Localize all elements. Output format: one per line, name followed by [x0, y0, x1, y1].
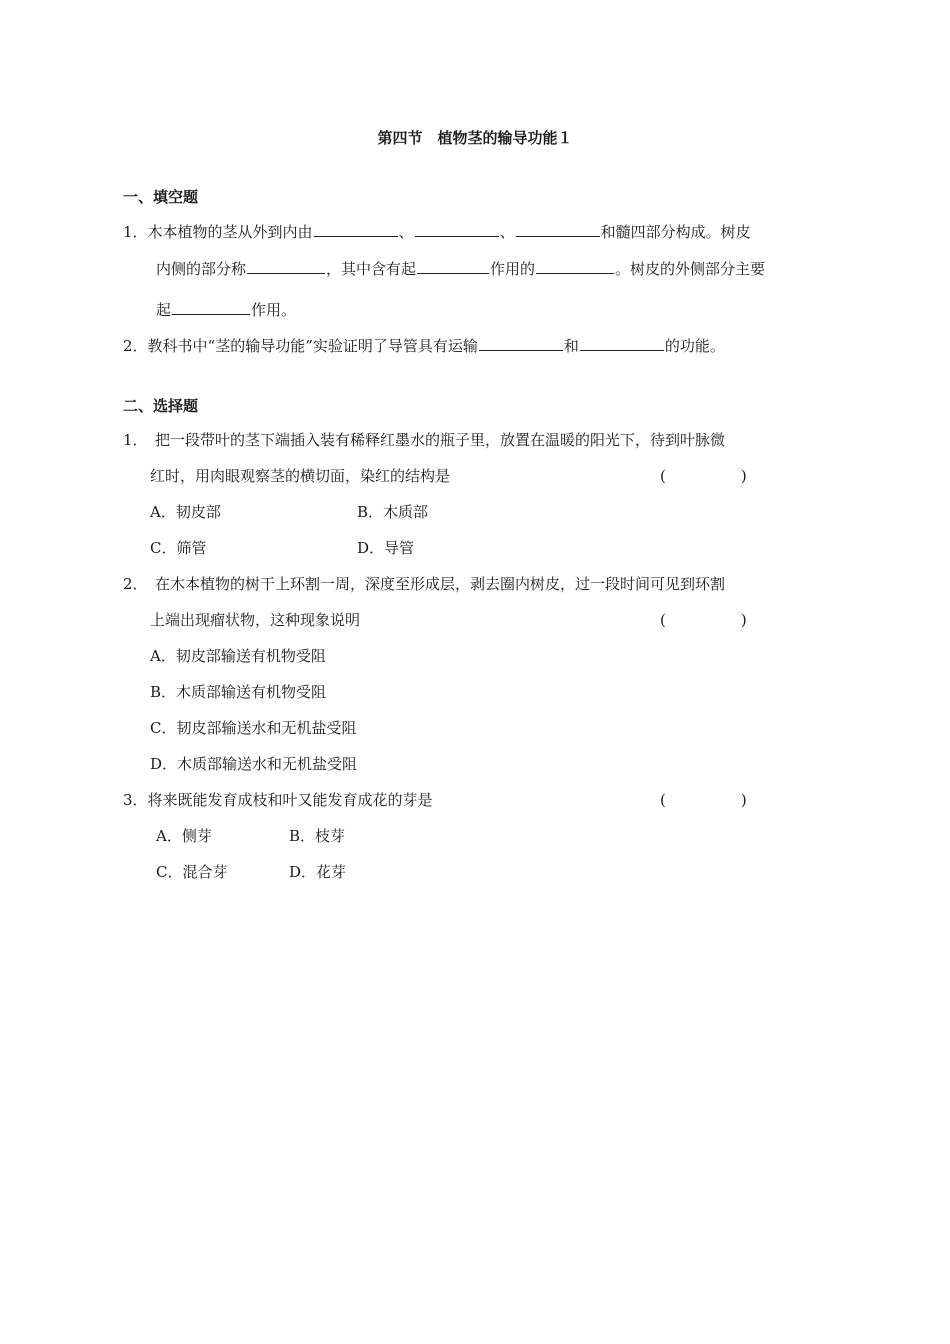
- mc-q3-option-c[interactable]: C．混合芽: [156, 863, 228, 881]
- fill-q1-text: 1．木本植物的茎从外到内由: [123, 223, 313, 241]
- mc-q1-option-c[interactable]: C．筛管: [150, 539, 207, 557]
- answer-blank[interactable]: [516, 220, 600, 237]
- section-heading-fill-blank: 一、填空题: [123, 188, 199, 206]
- fill-q2-line: [123, 334, 725, 356]
- fill-q1-text: 作用。: [251, 301, 297, 319]
- mc-q2-option-b[interactable]: B．木质部输送有机物受阻: [150, 683, 327, 701]
- section-heading-multiple-choice: 二、选择题: [123, 397, 199, 415]
- mc-q1-option-b[interactable]: B．木质部: [357, 503, 429, 521]
- answer-blank[interactable]: [172, 298, 250, 315]
- fill-q1-text: 作用的: [490, 260, 536, 278]
- separator: 、: [499, 223, 515, 241]
- mc-q1-line2: 红时，用肉眼观察茎的横切面，染红的结构是: [150, 467, 451, 485]
- mc-q1-option-d[interactable]: D．导管: [357, 539, 415, 557]
- fill-q1-text: 起: [156, 301, 172, 319]
- fill-q2-text: 和: [563, 337, 579, 355]
- answer-blank[interactable]: [536, 257, 614, 274]
- mc-q2-answer-paren[interactable]: ( ): [660, 611, 747, 629]
- mc-q3-option-a[interactable]: A．侧芽: [156, 827, 212, 845]
- answer-blank[interactable]: [417, 257, 489, 274]
- answer-blank[interactable]: [314, 220, 398, 237]
- fill-q1-text: ，其中含有起: [326, 260, 417, 278]
- answer-blank[interactable]: [580, 334, 664, 351]
- mc-q1-line1: 1． 把一段带叶的茎下端插入装有稀释红墨水的瓶子里，放置在温暖的阳光下，待到叶脉微: [123, 431, 726, 449]
- page-title: 第四节 植物茎的输导功能１: [377, 129, 573, 147]
- mc-q3-option-d[interactable]: D．花芽: [289, 863, 347, 881]
- fill-q1-line3: [156, 298, 296, 320]
- fill-q1-text: 内侧的部分称: [156, 260, 247, 278]
- fill-q2-text: 的功能。: [664, 337, 725, 355]
- separator: 、: [398, 223, 414, 241]
- mc-q3-answer-paren[interactable]: ( ): [660, 791, 747, 809]
- mc-q3-line1: 3．将来既能发育成枝和叶又能发育成花的芽是: [123, 791, 433, 809]
- fill-q1-line1: [123, 220, 751, 242]
- fill-q1-text: 。树皮的外侧部分主要: [615, 260, 766, 278]
- fill-q1-line2: [156, 257, 765, 279]
- mc-q2-line1: 2． 在木本植物的树干上环割一周，深度至形成层，剥去圈内树皮，过一段时间可见到环割: [123, 575, 726, 593]
- answer-blank[interactable]: [415, 220, 499, 237]
- answer-blank[interactable]: [247, 257, 325, 274]
- mc-q1-option-a[interactable]: A．韧皮部: [150, 503, 221, 521]
- mc-q2-option-a[interactable]: A．韧皮部输送有机物受阻: [150, 647, 326, 665]
- mc-q1-answer-paren[interactable]: ( ): [660, 467, 747, 485]
- mc-q2-option-d[interactable]: D．木质部输送水和无机盐受阻: [150, 755, 358, 773]
- fill-q1-text: 和髓四部分构成。树皮: [600, 223, 751, 241]
- mc-q3-option-b[interactable]: B．枝芽: [289, 827, 346, 845]
- mc-q2-option-c[interactable]: C．韧皮部输送水和无机盐受阻: [150, 719, 357, 737]
- mc-q2-line2: 上端出现瘤状物，这种现象说明: [150, 611, 361, 629]
- answer-blank[interactable]: [479, 334, 563, 351]
- fill-q2-text: 2．教科书中“茎的输导功能”实验证明了导管具有运输: [123, 337, 478, 355]
